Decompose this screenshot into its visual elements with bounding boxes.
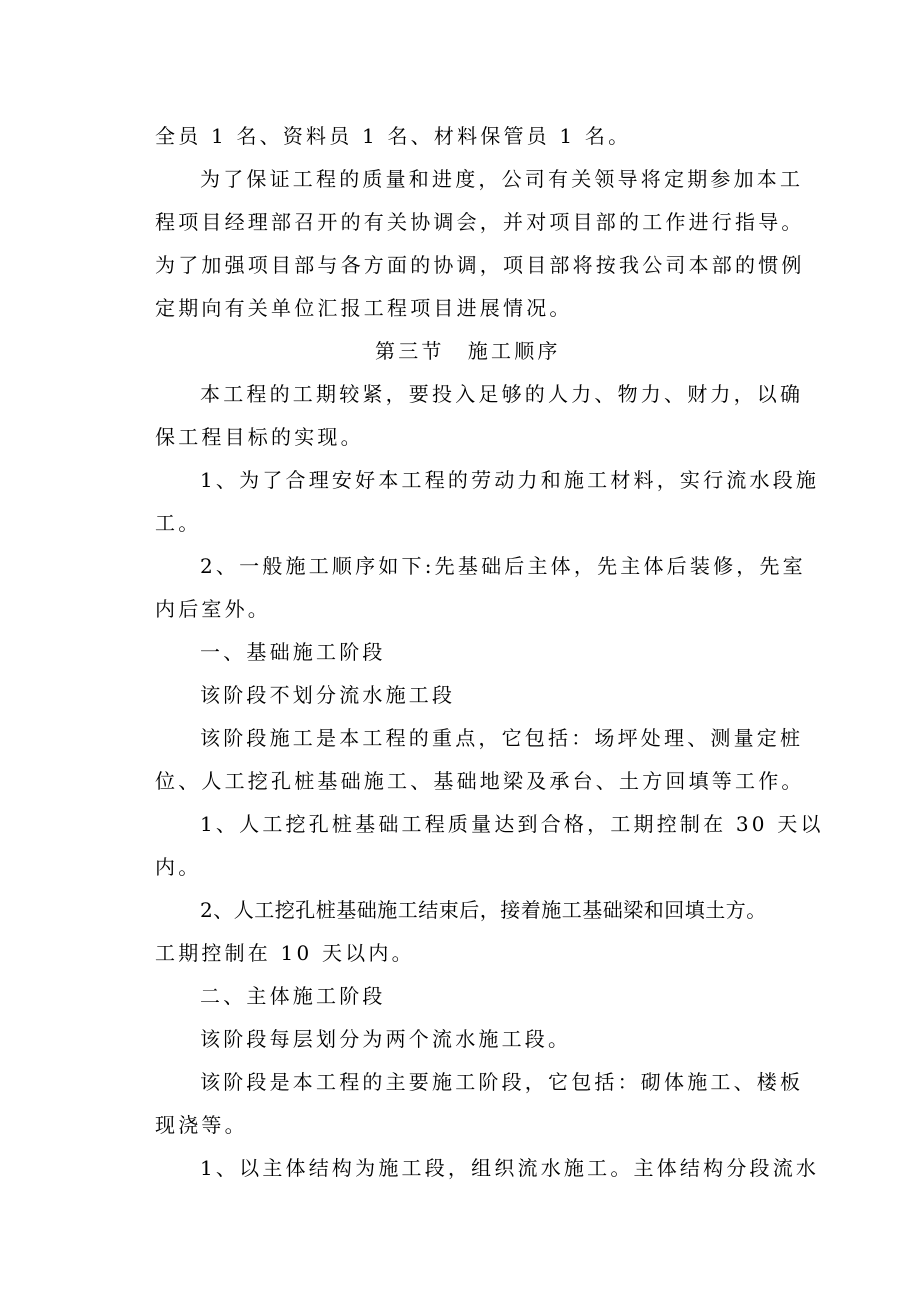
section-heading: 第三节 施工顺序 xyxy=(375,339,561,363)
body-text-line: 内后室外。 xyxy=(155,597,271,621)
paragraph-first-line: 为了保证工程的质量和进度，公司有关领导将定期参加本工 xyxy=(200,167,804,191)
body-text-line: 工。 xyxy=(155,511,202,535)
subsection-heading: 二、主体施工阶段 xyxy=(200,984,386,1008)
paragraph-first-line: 1、人工挖孔桩基础工程质量达到合格，工期控制在 30 天以 xyxy=(200,812,824,836)
paragraph-first-line: 该阶段每层划分为两个流水施工段。 xyxy=(200,1027,572,1051)
paragraph-first-line: 该阶段不划分流水施工段 xyxy=(200,683,456,707)
body-text-line: 程项目经理部召开的有关协调会，并对项目部的工作进行指导。 xyxy=(155,210,805,234)
body-text-line: 现浇等。 xyxy=(155,1113,248,1137)
body-text-line: 为了加强项目部与各方面的协调，项目部将按我公司本部的惯例 xyxy=(155,253,805,277)
body-text-line: 工期控制在 10 天以内。 xyxy=(155,941,415,965)
body-text-line: 内。 xyxy=(155,855,202,879)
body-text-line: 保工程目标的实现。 xyxy=(155,425,364,449)
paragraph-first-line: 本工程的工期较紧，要投入足够的人力、物力、财力，以确 xyxy=(200,382,804,406)
body-text-line: 位、人工挖孔桩基础施工、基础地梁及承台、土方回填等工作。 xyxy=(155,769,805,793)
paragraph-first-line: 该阶段施工是本工程的重点，它包括：场坪处理、测量定桩 xyxy=(200,726,804,750)
paragraph-first-line: 2、一般施工顺序如下:先基础后主体，先主体后装修，先室 xyxy=(200,554,806,578)
body-text-line: 定期向有关单位汇报工程项目进展情况。 xyxy=(155,296,573,320)
body-text-line: 全员 1 名、资料员 1 名、材料保管员 1 名。 xyxy=(155,124,632,148)
paragraph-first-line: 1、以主体结构为施工段，组织流水施工。主体结构分段流水 xyxy=(200,1156,820,1180)
paragraph-first-line: 2、人工挖孔桩基础施工结束后，接着施工基础梁和回填土方。 xyxy=(200,898,767,922)
subsection-heading: 一、基础施工阶段 xyxy=(200,640,386,664)
paragraph-first-line: 该阶段是本工程的主要施工阶段，它包括：砌体施工、楼板 xyxy=(200,1070,804,1094)
paragraph-first-line: 1、为了合理安好本工程的劳动力和施工材料，实行流水段施 xyxy=(200,468,820,492)
